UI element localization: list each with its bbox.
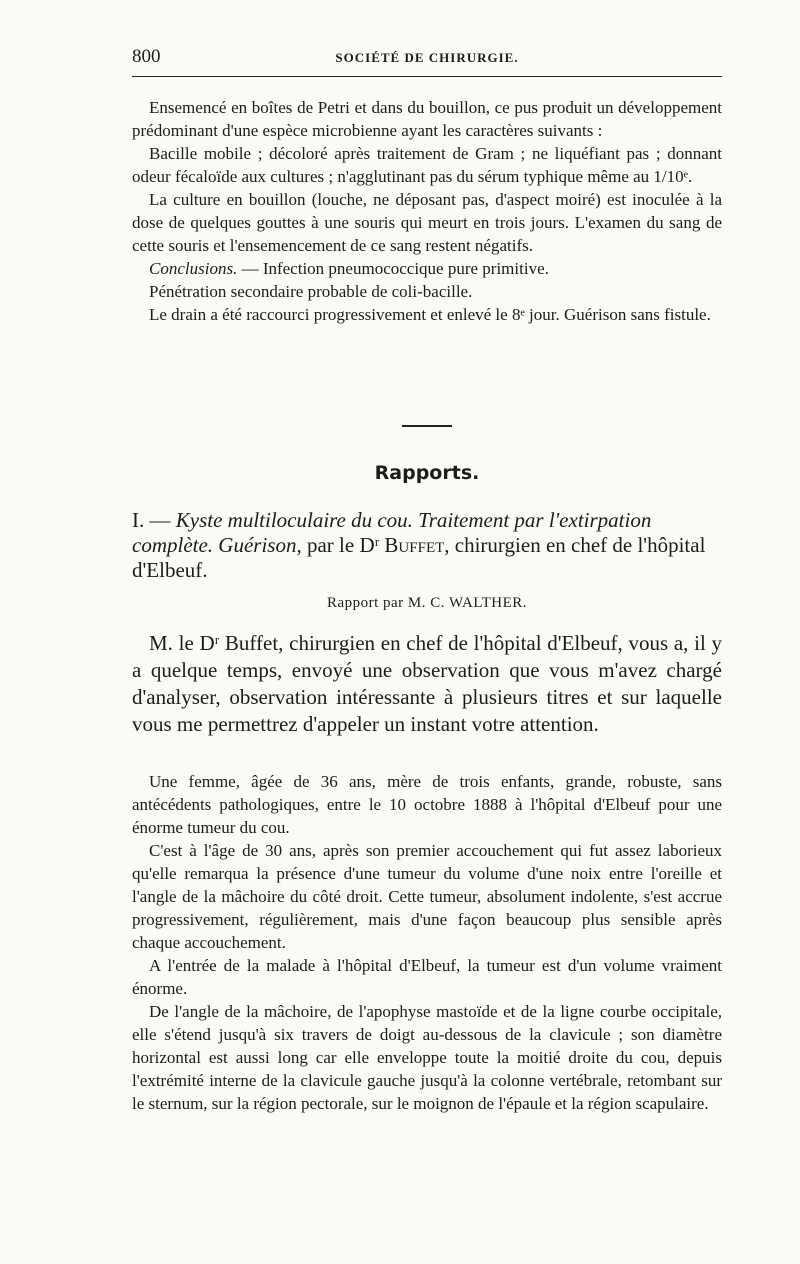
report-by-post: , chirurgien en chef de l'hôpital d'Elbeuf.	[132, 533, 706, 582]
paragraph: Une femme, âgée de 36 ans, mère de trois enfants, grande, robuste, sans antécédents pathologiques, entre le 10 octobre 1888 à l'hôpital d'Elbeuf pour une énorme tumeur du cou.	[132, 772, 722, 837]
rapporteur-line: Rapport par M. C. WALTHER.	[326, 595, 528, 611]
paragraph: De l'angle de la mâchoire, de l'apophyse mastoïde et de la ligne courbe occipitale, elle s'étend jusqu'à six travers de doigt au-dessous de la clavicule ; son diamètre horizontal est aussi long car elle enveloppe toute la moitié droite du cou, depuis l'extrémité interne de la clavicule gauche jusqu'à la colonne vertébrale, retombant sur le sternum, sur la région pectorale, sur le moignon de l'épaule et la région scapulaire.	[132, 1002, 722, 1113]
paragraph: La culture en bouillon (louche, ne déposant pas, d'aspect moiré) est inoculée à la dose de quelques gouttes à une souris qui meurt en trois jours. L'examen du sang de cette souris et l'ensemencement de ce sang restent négatifs.	[132, 190, 722, 255]
paragraph: Pénétration secondaire probable de coli-bacille.	[149, 282, 473, 301]
observation-text	[132, 96, 722, 326]
case-text	[132, 770, 722, 1115]
paragraph: M. le Dʳ Buffet, chirurgien en chef de l'hôpital d'Elbeuf, vous a, il y a quelque temps, envoyé une observation que vous m'avez chargé d'analyser, observation intéressante à plusieurs titres et sur laquelle vous me permettrez d'appeler un instant votre attention.	[132, 631, 722, 736]
running-title: SOCIÉTÉ DE CHIRURGIE.	[335, 50, 519, 65]
conclusions-label: Conclusions.	[149, 259, 238, 278]
report-by-pre: par le Dʳ	[301, 533, 385, 557]
section-heading: Rapports.	[374, 462, 480, 484]
section-separator	[402, 425, 452, 427]
report-title-italic: Kyste multiloculaire du cou. Traitement par l'extirpation complète. Guérison,	[132, 508, 652, 557]
conclusions-text: — Infection pneumococcique pure primitive.	[237, 259, 549, 278]
paragraph: A l'entrée de la malade à l'hôpital d'Elbeuf, la tumeur est d'un volume vraiment énorme.	[132, 956, 722, 998]
paragraph	[132, 257, 722, 280]
intro-text	[132, 630, 722, 738]
paragraph: Ensemencé en boîtes de Petri et dans du bouillon, ce pus produit un développement prédominant d'une espèce microbienne ayant les caractères suivants :	[132, 98, 722, 140]
paragraph: Le drain a été raccourci progressivement et enlevé le 8ᵉ jour. Guérison sans fistule.	[149, 305, 711, 324]
report-number: I. —	[132, 508, 176, 532]
page-header	[132, 46, 722, 70]
page-number: 800	[132, 46, 161, 67]
report-author: Buffet	[384, 533, 445, 557]
paragraph: Bacille mobile ; décoloré après traitement de Gram ; ne liquéfiant pas ; donnant odeur fécaloïde aux cultures ; n'agglutinant pas du sérum typhique même au 1/10ᵉ.	[132, 144, 722, 186]
paragraph: C'est à l'âge de 30 ans, après son premier accouchement qui fut assez laborieux qu'elle remarqua la présence d'une tumeur du volume d'une noix entre l'oreille et l'angle de la mâchoire du côté droit. Cette tumeur, absolument indolente, s'est accrue progressivement, régulièrement, mais d'une façon beaucoup plus sensible après chaque accouchement.	[132, 841, 722, 952]
report-title	[132, 508, 722, 583]
header-rule	[132, 76, 722, 77]
